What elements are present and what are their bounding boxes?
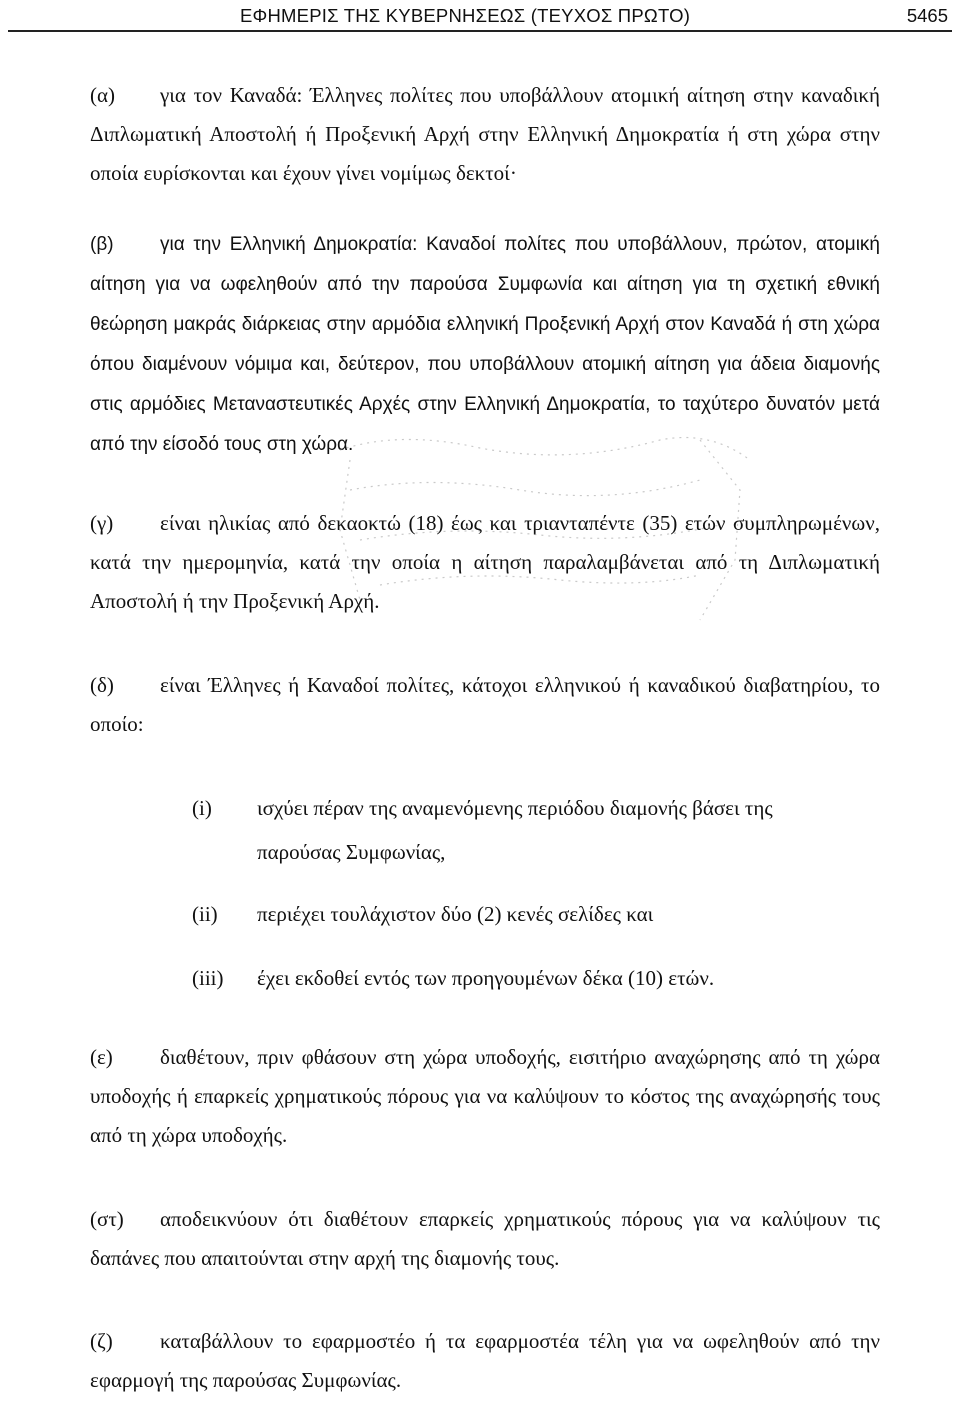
paragraph-text: για τον Καναδά: Έλληνες πολίτες που υποβάλλουν ατομική αίτηση στην καναδική Διπλωματική Αποστολή ή Προξενική Αρχή στην Ελληνική Δημοκρατία ή στη χώρα στην οποία ευρίσκονται και έχουν γίνει νομίμως δεκτοί·	[90, 83, 880, 185]
sub-item-iii	[192, 956, 832, 1000]
paragraph-marker: (γ)	[90, 511, 114, 535]
paragraph-marker: (ε)	[90, 1045, 113, 1069]
paragraph-marker: (δ)	[90, 673, 114, 697]
paragraph-c	[90, 504, 880, 621]
paragraph-text: για την Ελληνική Δημοκρατία: Καναδοί πολίτες που υποβάλλουν, πρώτον, ατομική αίτηση για να ωφεληθούν από την παρούσα Συμφωνία και αίτηση για τη σχετική εθνική θεώρηση μακράς διάρκειας στην αρμόδια ελληνική Προξενική Αρχή στον Καναδά ή στη χώρα όπου διαμένουν νόμιμα και, δεύτερον, που υποβάλλουν ατομική αίτηση για άδεια διαμονής στις αρμόδιες Μεταναστευτικές Αρχές στην Ελληνική Δημοκρατία, το ταχύτερο δυνατόν μετά από την είσοδό τους στη χώρα.	[90, 234, 880, 455]
paragraph-marker: (α)	[90, 83, 115, 107]
page-number: 5465	[906, 5, 948, 26]
sub-item-marker: (ii)	[192, 902, 218, 926]
sub-item-i	[192, 786, 832, 874]
paragraph-text: αποδεικνύουν ότι διαθέτουν επαρκείς χρηματικούς πόρους για να καλύψουν τις δαπάνες που απαιτούνται στην αρχή της διαμονής τους.	[90, 1207, 880, 1270]
paragraph-text: είναι ηλικίας από δεκαοκτώ (18) έως και τριανταπέντε (35) ετών συμπληρωμένων, κατά την ημερομηνία, κατά την οποία η αίτηση παραλαμβάνεται από τη Διπλωματική Αποστολή ή την Προξενική Αρχή.	[90, 511, 880, 613]
paragraph-marker: (στ)	[90, 1207, 124, 1231]
paragraph-z	[90, 1322, 880, 1400]
page-header	[8, 2, 952, 32]
sub-item-text: έχει εκδοθεί εντός των προηγουμένων δέκα (10) ετών.	[257, 966, 715, 990]
sub-item-continuation: παρούσας Συμφωνίας,	[257, 840, 446, 864]
paragraph-marker: (ζ)	[90, 1329, 113, 1353]
sub-item-text: ισχύει πέραν της αναμενόμενης περιόδου διαμονής βάσει της	[257, 796, 773, 820]
paragraph-text: καταβάλλουν το εφαρμοστέο ή τα εφαρμοστέα τέλη για να ωφεληθούν από την εφαρμογή της παρούσας Συμφωνίας.	[90, 1329, 880, 1392]
paragraph-a	[90, 76, 880, 193]
paragraph-text: είναι Έλληνες ή Καναδοί πολίτες, κάτοχοι ελληνικού ή καναδικού διαβατηρίου, το οποίο:	[90, 673, 880, 736]
sub-item-marker: (i)	[192, 796, 212, 820]
paragraph-e	[90, 1038, 880, 1155]
paragraph-marker: (β)	[90, 234, 114, 255]
sub-item-ii	[192, 892, 832, 936]
gazette-title: ΕΦΗΜΕΡΙΣ ΤΗΣ ΚΥΒΕΡΝΗΣΕΩΣ (ΤΕΥΧΟΣ ΠΡΩΤΟ)	[240, 5, 691, 26]
paragraph-b	[90, 225, 880, 465]
sub-item-text: περιέχει τουλάχιστον δύο (2) κενές σελίδες και	[257, 902, 654, 926]
paragraph-d	[90, 666, 880, 744]
sub-item-marker: (iii)	[192, 966, 224, 990]
paragraph-st	[90, 1200, 880, 1278]
paragraph-text: διαθέτουν, πριν φθάσουν στη χώρα υποδοχής, εισιτήριο αναχώρησης από τη χώρα υποδοχής ή επαρκείς χρηματικούς πόρους για να καλύψουν το κόστος της αναχώρησής τους από τη χώρα υποδοχής.	[90, 1045, 880, 1147]
